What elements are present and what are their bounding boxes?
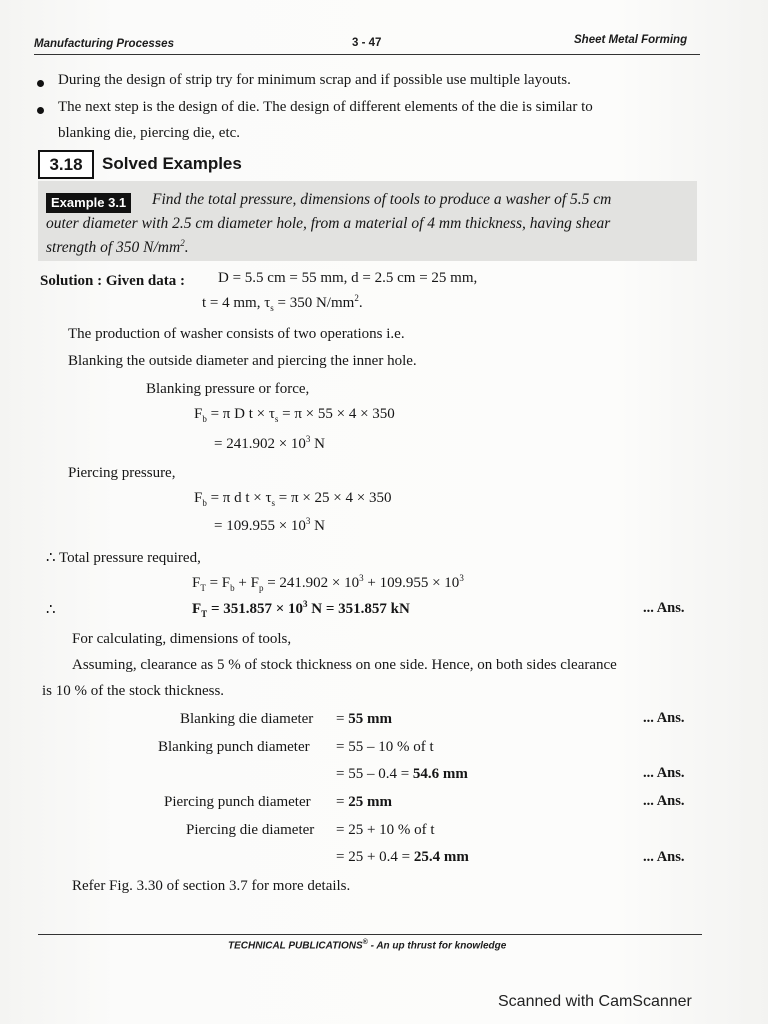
operations-text: Blanking the outside diameter and piercing the inner hole.	[68, 353, 417, 369]
blanking-formula: $F_b = \pi$ D $t \times \tau_s = \pi \times 55 \times 4 \times 350$	[194, 406, 395, 424]
example-text-line-3: strength of 350 $N/mm^2$.	[46, 238, 189, 257]
given-data-line-2: t = 4 mm, $\tau_s = 350$ $N/mm^2$.	[202, 293, 363, 313]
piercing-punch-label: Piercing punch diameter	[164, 794, 311, 810]
bullet-dot	[37, 80, 44, 87]
footer-publisher: TECHNICAL PUBLICATIONS® - An up thrust for knowledge	[228, 939, 507, 952]
answer-marker: ... Ans.	[643, 849, 685, 865]
section-number-box	[38, 150, 94, 179]
blanking-die-value: = 55 mm	[336, 711, 392, 727]
piercing-die-label: Piercing die diameter	[186, 822, 315, 838]
tools-heading: For calculating, dimensions of tools,	[72, 631, 292, 647]
example-text-line-1: Find the total pressure, dimensions of tools to produce a washer of 5.5 cm	[152, 191, 612, 208]
piercing-punch-value: = 25 mm	[336, 794, 392, 810]
piercing-die-calc: = 25 + 0.4 = 25.4 mm	[336, 849, 469, 865]
given-data-line-1: D = 5.5 cm = 55 mm, d = 2.5 cm = 25 mm,	[218, 270, 478, 286]
piercing-die-value: = 25 + 10 % of t	[336, 822, 435, 838]
header-rule	[34, 54, 700, 55]
bullet-text: During the design of strip try for minimum scrap and if possible use multiple layouts.	[58, 72, 571, 88]
bullet-text: The next step is the design of die. The design of different elements of the die is similar to	[58, 99, 593, 115]
page-number: 3 - 47	[352, 37, 382, 49]
answer-marker: ... Ans.	[643, 765, 685, 781]
blanking-punch-label: Blanking punch diameter	[158, 739, 310, 755]
refer-text: Refer Fig. 3.30 of section 3.7 for more details.	[72, 878, 351, 894]
answer-marker: ... Ans.	[643, 710, 685, 726]
blanking-heading: Blanking pressure or force,	[146, 381, 310, 397]
blanking-punch-calc: = 55 – 0.4 = 54.6 mm	[336, 766, 468, 782]
scanner-watermark: Scanned with CamScanner	[498, 993, 692, 1010]
blanking-die-label: Blanking die diameter	[180, 711, 314, 727]
total-formula: $F_T = F_b + F_p = 241.902 \times 10^3 + 109.955 \times 10^3$	[192, 573, 464, 593]
clearance-text-line-2: is 10 % of the stock thickness.	[42, 683, 225, 699]
piercing-heading: Piercing pressure,	[68, 465, 176, 481]
footer-rule	[38, 934, 702, 935]
clearance-text-line-1: Assuming, clearance as 5 % of stock thickness on one side. Hence, on both sides clearance	[72, 657, 617, 673]
total-heading: ∴ Total pressure required,	[46, 550, 201, 566]
section-title: Solved Examples	[102, 154, 242, 173]
running-header-right: Sheet Metal Forming	[574, 34, 688, 46]
example-text-line-2: outer diameter with 2.5 cm diameter hole, from a material of 4 mm thickness, having shear	[46, 215, 611, 232]
blanking-result: = $241.902 \times 10^3$ N	[214, 434, 326, 452]
blanking-punch-value: = 55 – 10 % of t	[336, 739, 434, 755]
solution-label: Solution : Given data :	[40, 273, 186, 289]
example-label: Example 3.1	[46, 193, 131, 213]
bullet-dot	[37, 107, 44, 114]
therefore-symbol: ∴	[46, 602, 56, 618]
answer-marker: ... Ans.	[643, 793, 685, 809]
piercing-result: = $109.955 \times 10^3$ N	[214, 516, 326, 534]
bullet-text-continued: blanking die, piercing die, etc.	[58, 125, 241, 141]
running-header-left: Manufacturing Processes	[34, 38, 174, 50]
section-number: 3.18	[49, 155, 83, 174]
piercing-formula: $F_b = \pi$ d $t \times \tau_s = \pi \times 25 \times 4 \times 350$	[194, 490, 392, 508]
total-result: $F_T = 351.857 \times 10^3$ N = 351.857 kN	[192, 599, 410, 619]
production-text: The production of washer consists of two operations i.e.	[68, 326, 405, 342]
answer-marker: ... Ans.	[643, 600, 685, 616]
